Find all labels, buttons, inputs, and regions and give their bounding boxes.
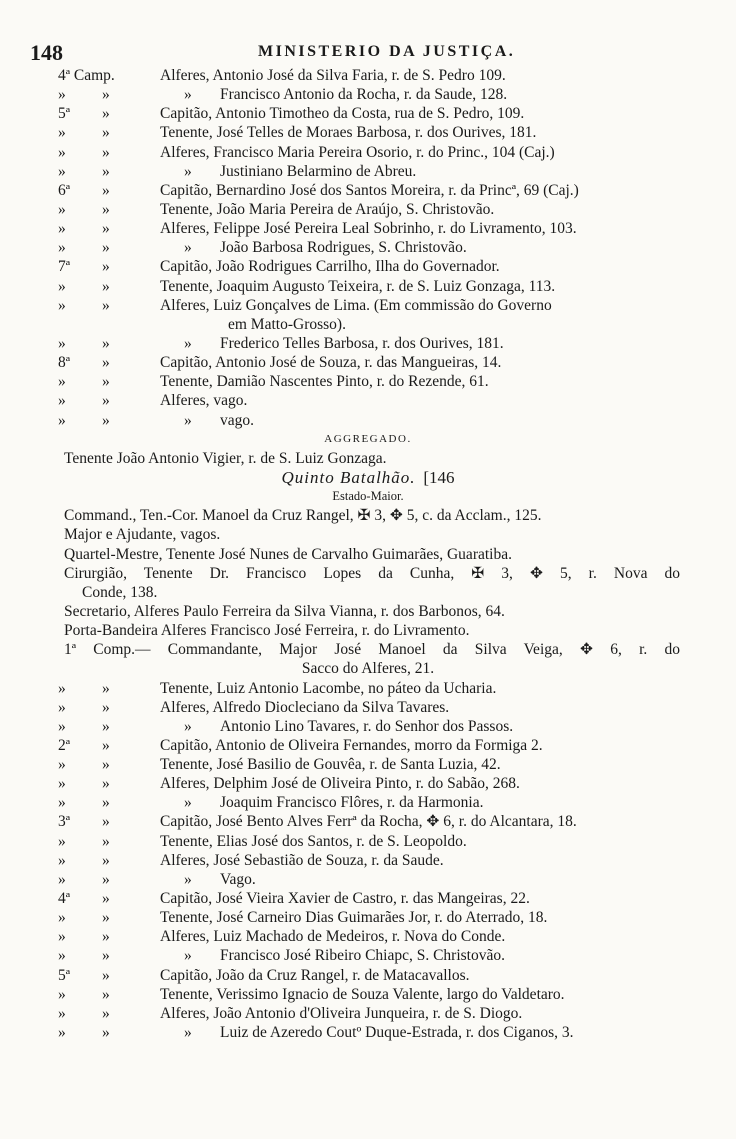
company-mark: » — [58, 200, 66, 218]
entry-text: Joaquim Francisco Flôres, r. da Harmonia. — [220, 794, 484, 812]
entry-text: Capitão, José Bento Alves Ferrª da Rocha, ✥ 6, r. do Alcantara, 18. — [160, 813, 577, 831]
company-mark: » — [58, 334, 66, 352]
entry-row — [0, 277, 736, 296]
company-ditto: » — [102, 296, 110, 314]
staff-row — [0, 506, 736, 525]
company-ditto: » — [102, 851, 110, 869]
company-mark: » — [58, 985, 66, 1003]
text-body — [0, 66, 736, 1042]
entry-row — [0, 85, 736, 104]
entry-text: Tenente, José Basilio de Gouvêa, r. de Santa Luzia, 42. — [160, 756, 501, 774]
company-ditto: » — [102, 756, 110, 774]
company-mark: » — [58, 220, 66, 238]
entry-text: Alferes, Antonio José da Silva Faria, r. de S. Pedro 109. — [160, 67, 506, 84]
aggregado-text: Tenente João Antonio Vigier, r. de S. Luiz Gonzaga. — [64, 449, 387, 467]
entry-text: Alferes, Delphim José de Oliveira Pinto, r. do Sabão, 268. — [160, 775, 520, 793]
company-mark: » — [58, 832, 66, 850]
company-ditto: » — [102, 966, 110, 984]
battalion-subheading: Estado-Maior. — [332, 489, 404, 504]
entry-row — [0, 985, 736, 1004]
company-mark: » — [58, 947, 66, 965]
staff-row — [0, 525, 736, 544]
entry-text: Frederico Telles Barbosa, r. dos Ourives, 181. — [220, 334, 504, 352]
entry-row — [0, 736, 736, 755]
company-ditto: » — [102, 1024, 110, 1042]
staff-row — [0, 621, 736, 640]
company-ditto: » — [102, 124, 110, 142]
entry-text: Antonio Lino Tavares, r. do Senhor dos Passos. — [220, 717, 514, 735]
entry-row — [0, 257, 736, 276]
entry-text: Capitão, Antonio de Oliveira Fernandes, morro da Formiga 2. — [160, 736, 543, 754]
entry-text: Justiniano Belarmino de Abreu. — [220, 162, 417, 180]
company-mark: » — [58, 277, 66, 295]
entry-row — [0, 832, 736, 851]
company-ditto: » — [102, 679, 110, 697]
entry-row — [0, 908, 736, 927]
company-mark: » — [58, 143, 66, 161]
company-ditto: » — [102, 392, 110, 410]
entry-row — [0, 717, 736, 736]
entry-row — [0, 162, 736, 181]
company-mark: » — [58, 870, 66, 888]
entry-text: João Barbosa Rodrigues, S. Christovão. — [220, 239, 467, 257]
company-ditto: » — [102, 239, 110, 257]
battalion-title-row — [0, 468, 736, 487]
entry-row — [0, 812, 736, 831]
entry-row — [0, 334, 736, 353]
company-ditto: » — [102, 832, 110, 850]
company-mark: » — [58, 679, 66, 697]
company-mark: » — [58, 698, 66, 716]
aggregado-line — [0, 449, 736, 468]
company-ditto: » — [102, 1004, 110, 1022]
company-ditto: » — [102, 890, 110, 908]
company-ditto: » — [102, 354, 110, 372]
entry-text: Tenente, José Carneiro Dias Guimarães Jor, r. do Aterrado, 18. — [160, 909, 548, 927]
company-mark: » — [58, 851, 66, 869]
rank-ditto: » — [184, 334, 192, 352]
staff-text: Command., Ten.-Cor. Manoel da Cruz Rangel, ✠ 3, ✥ 5, c. da Acclam., 125. — [64, 507, 542, 525]
entry-row — [0, 870, 736, 889]
staff-text: Cirurgião, Tenente Dr. Francisco Lopes da Cunha, ✠ 3, ✥ 5, r. Nova do — [64, 564, 680, 582]
company-ditto: » — [102, 162, 110, 180]
staff-section — [0, 506, 736, 640]
entry-row — [0, 66, 736, 85]
entry-text: Tenente, Joaquim Augusto Teixeira, r. de S. Luiz Gonzaga, 113. — [160, 277, 556, 295]
entry-text: Tenente, Verissimo Ignacio de Souza Valente, largo do Valdetaro. — [160, 985, 565, 1003]
entry-row — [0, 200, 736, 219]
company-mark: 6ª — [58, 181, 71, 199]
entry-row — [0, 927, 736, 946]
entry-continuation: em Matto-Grosso). — [228, 315, 346, 333]
company-ditto: » — [102, 985, 110, 1003]
entry-row — [0, 296, 736, 315]
entry-text: Capitão, João da Cruz Rangel, r. de Matacavallos. — [160, 966, 470, 984]
staff-row — [0, 545, 736, 564]
company-ditto: » — [102, 909, 110, 927]
entry-text: vago. — [220, 411, 255, 429]
entry-row — [0, 966, 736, 985]
aggregado-heading: AGGREGADO. — [324, 432, 412, 445]
entry-text: Capitão, Antonio José de Souza, r. das Mangueiras, 14. — [160, 354, 502, 372]
company-mark: 7ª — [58, 258, 71, 276]
company-mark: 5ª — [58, 966, 71, 984]
entry-row — [0, 372, 736, 391]
entry-row — [0, 104, 736, 123]
entry-text: Tenente, Elias José dos Santos, r. de S. Leopoldo. — [160, 832, 467, 850]
company-mark: » — [58, 909, 66, 927]
company-ditto: » — [102, 928, 110, 946]
entry-row — [0, 353, 736, 372]
company-mark: » — [58, 794, 66, 812]
rank-ditto: » — [184, 1024, 192, 1042]
staff-row — [0, 564, 736, 583]
entry-row — [0, 1004, 736, 1023]
battalion-title: Quinto Batalhão. — [281, 467, 416, 487]
company-ditto: » — [102, 947, 110, 965]
company-ditto: » — [102, 411, 110, 429]
company1-line — [0, 640, 736, 659]
company-mark: » — [58, 1004, 66, 1022]
entry-row — [0, 889, 736, 908]
company-ditto: » — [102, 813, 110, 831]
page-header — [24, 40, 684, 66]
company-mark: 4ª — [58, 890, 71, 908]
company-ditto: » — [102, 181, 110, 199]
entry-text: Luiz de Azeredo Coutº Duque-Estrada, r. dos Ciganos, 3. — [220, 1024, 574, 1042]
company-ditto: » — [102, 334, 110, 352]
company-mark: 5ª — [58, 105, 71, 123]
entry-text: Francisco Antonio da Rocha, r. da Saude, 128. — [220, 86, 508, 104]
entries-section-2 — [0, 679, 736, 1043]
entry-row — [0, 851, 736, 870]
entry-row — [0, 698, 736, 717]
page-number: 148 — [30, 40, 63, 65]
rank-ditto: » — [184, 870, 192, 888]
company-mark: » — [58, 928, 66, 946]
running-head: MINISTERIO DA JUSTIÇA. — [258, 43, 516, 60]
entry-row — [0, 793, 736, 812]
company-mark: » — [58, 392, 66, 410]
entry-text: Alferes, Luiz Gonçalves de Lima. (Em commissão do Governo — [160, 296, 552, 314]
entry-text: Francisco José Ribeiro Chiapc, S. Christovão. — [220, 947, 505, 965]
entry-text: Tenente, Luiz Antonio Lacombe, no páteo da Ucharia. — [160, 679, 497, 697]
company-mark: 4ª Camp. — [58, 67, 115, 84]
entry-text: Alferes, Alfredo Diocleciano da Silva Tavares. — [160, 698, 450, 716]
company-ditto: » — [102, 220, 110, 238]
rank-ditto: » — [184, 162, 192, 180]
entry-text: Alferes, Felippe José Pereira Leal Sobrinho, r. do Livramento, 103. — [160, 220, 577, 238]
entry-text: Alferes, Francisco Maria Pereira Osorio, r. do Princ., 104 (Caj.) — [160, 143, 555, 161]
entry-text: Capitão, Antonio Timotheo da Costa, rua de S. Pedro, 109. — [160, 105, 525, 123]
entry-text: Tenente, José Telles de Moraes Barbosa, r. dos Ourives, 181. — [160, 124, 537, 142]
company-mark: » — [58, 162, 66, 180]
entry-text: Capitão, Bernardino José dos Santos Moreira, r. da Princª, 69 (Caj.) — [160, 181, 579, 199]
company-mark: » — [58, 411, 66, 429]
company-ditto: » — [102, 277, 110, 295]
company-mark: » — [58, 756, 66, 774]
company-mark: » — [58, 239, 66, 257]
staff-wrap-text: Conde, 138. — [82, 583, 158, 601]
rank-ditto: » — [184, 411, 192, 429]
entry-text: Tenente, João Maria Pereira de Araújo, S. Christovão. — [160, 200, 495, 218]
company-ditto: » — [102, 736, 110, 754]
company-ditto: » — [102, 775, 110, 793]
rank-ditto: » — [184, 239, 192, 257]
entries-section-1 — [0, 66, 736, 430]
entry-text: Alferes, vago. — [160, 392, 248, 410]
entry-row — [0, 315, 736, 334]
entry-row — [0, 181, 736, 200]
rank-ditto: » — [184, 947, 192, 965]
company-mark: » — [58, 717, 66, 735]
entry-row — [0, 755, 736, 774]
entry-text: Alferes, José Sebastião de Souza, r. da Saude. — [160, 851, 444, 869]
company-ditto: » — [102, 105, 110, 123]
company-mark: » — [58, 296, 66, 314]
company-ditto: » — [102, 86, 110, 104]
company-ditto: » — [102, 258, 110, 276]
entry-text: Alferes, Luiz Machado de Medeiros, r. Nova do Conde. — [160, 928, 506, 946]
staff-text: Secretario, Alferes Paulo Ferreira da Silva Vianna, r. dos Barbonos, 64. — [64, 602, 505, 620]
company1-wrap-line — [0, 659, 736, 678]
staff-text: Major e Ajudante, vagos. — [64, 526, 221, 544]
staff-text: Quartel-Mestre, Tenente José Nunes de Carvalho Guimarães, Guaratiba. — [64, 545, 512, 563]
entry-row — [0, 1023, 736, 1042]
entry-row — [0, 679, 736, 698]
entry-row — [0, 143, 736, 162]
entry-row — [0, 238, 736, 257]
entry-row — [0, 946, 736, 965]
entry-text: Capitão, José Vieira Xavier de Castro, r. das Mangeiras, 22. — [160, 890, 530, 908]
rank-ditto: » — [184, 717, 192, 735]
company-mark: » — [58, 373, 66, 391]
staff-row — [0, 602, 736, 621]
company-mark: 2ª — [58, 736, 71, 754]
company1-wrap: Sacco do Alferes, 21. — [301, 660, 435, 678]
entry-text: Capitão, João Rodrigues Carrilho, Ilha do Governador. — [160, 258, 500, 276]
company-ditto: » — [102, 717, 110, 735]
company-mark: 3ª — [58, 813, 71, 831]
entry-row — [0, 123, 736, 142]
company-ditto: » — [102, 373, 110, 391]
company-ditto: » — [102, 870, 110, 888]
entry-text: Alferes, João Antonio d'Oliveira Junqueira, r. de S. Diogo. — [160, 1004, 523, 1022]
staff-text: Porta-Bandeira Alferes Francisco José Ferreira, r. do Livramento. — [64, 622, 470, 640]
company-mark: » — [58, 1024, 66, 1042]
battalion-count: [146 — [423, 467, 455, 487]
company-mark: » — [58, 86, 66, 104]
entry-text: Tenente, Damião Nascentes Pinto, r. do Rezende, 61. — [160, 373, 489, 391]
company-ditto: » — [102, 698, 110, 716]
entry-row — [0, 391, 736, 410]
entry-row — [0, 774, 736, 793]
company-ditto: » — [102, 794, 110, 812]
rank-ditto: » — [184, 794, 192, 812]
company-mark: 8ª — [58, 354, 71, 372]
company-ditto: » — [102, 143, 110, 161]
entry-text: Vago. — [220, 870, 256, 888]
company-mark: » — [58, 124, 66, 142]
entry-row — [0, 411, 736, 430]
entry-row — [0, 219, 736, 238]
staff-wrap-row — [0, 583, 736, 602]
company1-text: 1ª Comp.— Commandante, Major José Manoel da Silva Veiga, ✥ 6, r. do — [64, 641, 680, 659]
company-mark: » — [58, 775, 66, 793]
company-ditto: » — [102, 200, 110, 218]
rank-ditto: » — [184, 86, 192, 104]
